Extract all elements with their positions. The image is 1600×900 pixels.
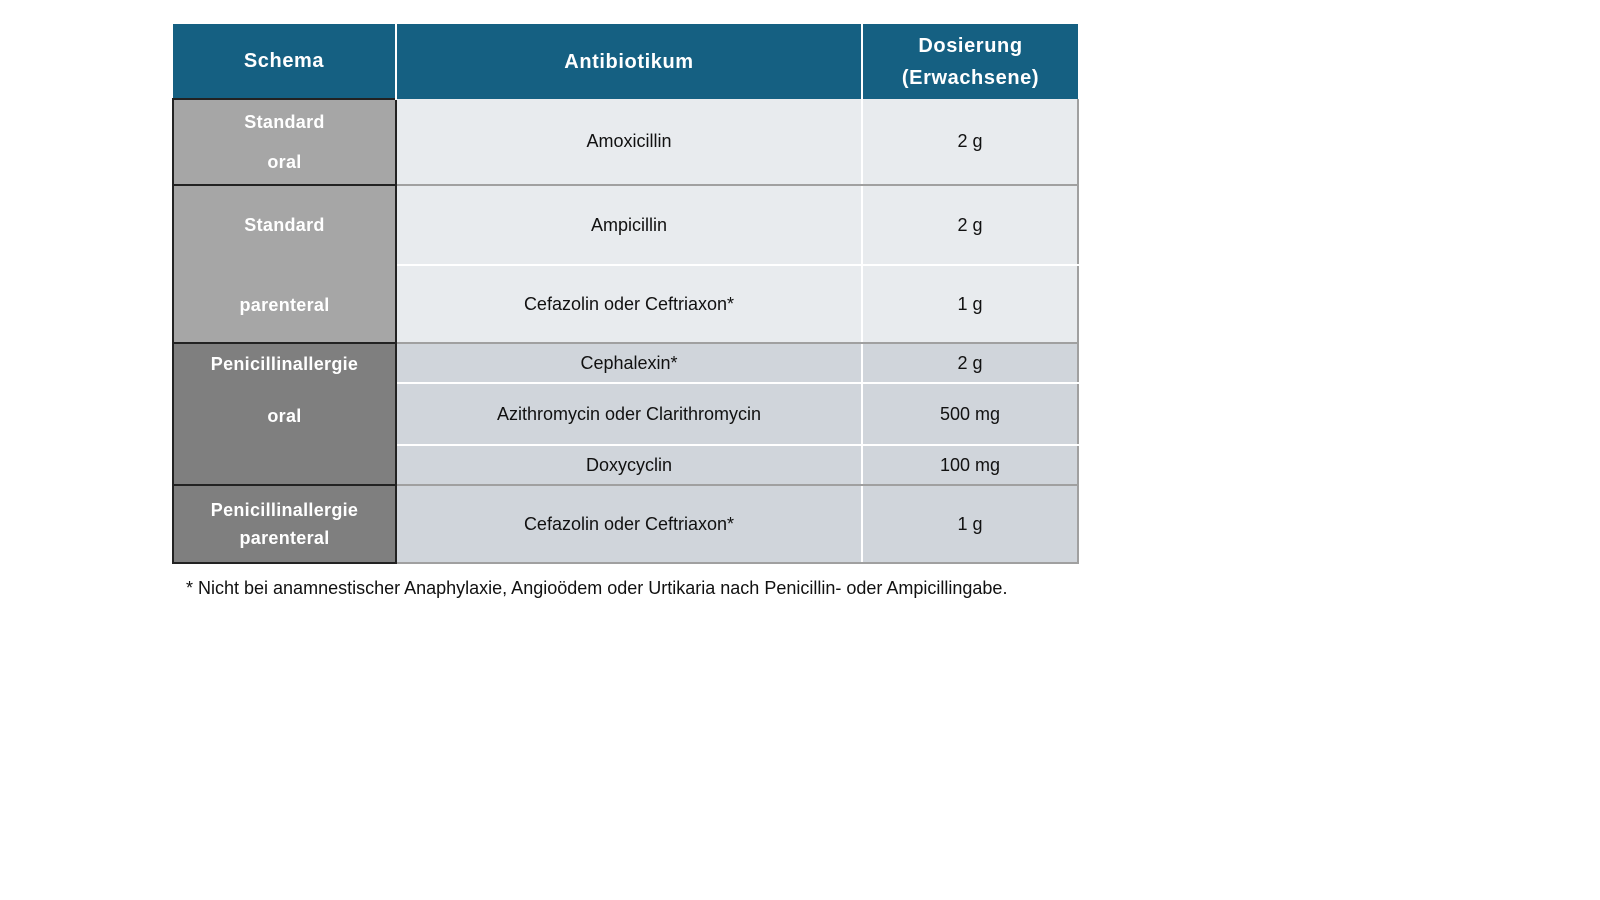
table-row <box>173 185 1078 265</box>
schema-line: parenteral <box>239 295 330 315</box>
antibiotic-cell: Azithromycin oder Clarithromycin <box>396 383 862 445</box>
schema-cell-standard-parenteral <box>173 185 396 343</box>
dose-cell: 1 g <box>862 265 1078 343</box>
antibiotic-cell: Amoxicillin <box>396 99 862 185</box>
header-dosierung <box>862 24 1078 99</box>
schema-cell-standard-oral <box>173 99 396 185</box>
schema-line: parenteral <box>239 528 330 548</box>
schema-line: oral <box>267 406 302 426</box>
schema-line: Standard <box>244 215 325 235</box>
footnote: * Nicht bei anamnestischer Anaphylaxie, Angioödem oder Urtikaria nach Penicillin- oder Ampicillingabe. <box>186 578 1008 598</box>
antibiotic-cell: Cefazolin oder Ceftriaxon* <box>396 485 862 563</box>
antibiotic-cell: Cephalexin* <box>396 343 862 383</box>
schema-cell-penicillinallergie-parenteral <box>173 485 396 563</box>
dose-cell: 2 g <box>862 99 1078 185</box>
antibiotic-cell: Doxycyclin <box>396 445 862 485</box>
header-dosierung-line2: (Erwachsene) <box>901 66 1040 89</box>
schema-line: Standard <box>244 112 325 132</box>
dose-cell: 2 g <box>862 185 1078 265</box>
dose-cell: 2 g <box>862 343 1078 383</box>
schema-line: oral <box>267 152 302 172</box>
schema-line: Penicillinallergie <box>210 500 359 520</box>
schema-cell-penicillinallergie-oral <box>173 343 396 485</box>
antibiotic-cell: Cefazolin oder Ceftriaxon* <box>396 265 862 343</box>
schema-line: Penicillinallergie <box>210 354 359 374</box>
antibiotic-cell: Ampicillin <box>396 185 862 265</box>
table-row <box>173 99 1078 185</box>
table-row <box>173 343 1078 383</box>
table-header-row <box>173 24 1078 99</box>
table-row <box>173 485 1078 563</box>
header-dosierung-line1: Dosierung <box>918 34 1023 57</box>
header-schema: Schema <box>173 24 396 99</box>
dose-cell: 1 g <box>862 485 1078 563</box>
dose-cell: 500 mg <box>862 383 1078 445</box>
header-antibiotikum: Antibiotikum <box>396 24 862 99</box>
antibiotic-prophylaxis-table <box>172 24 1079 564</box>
dose-cell: 100 mg <box>862 445 1078 485</box>
